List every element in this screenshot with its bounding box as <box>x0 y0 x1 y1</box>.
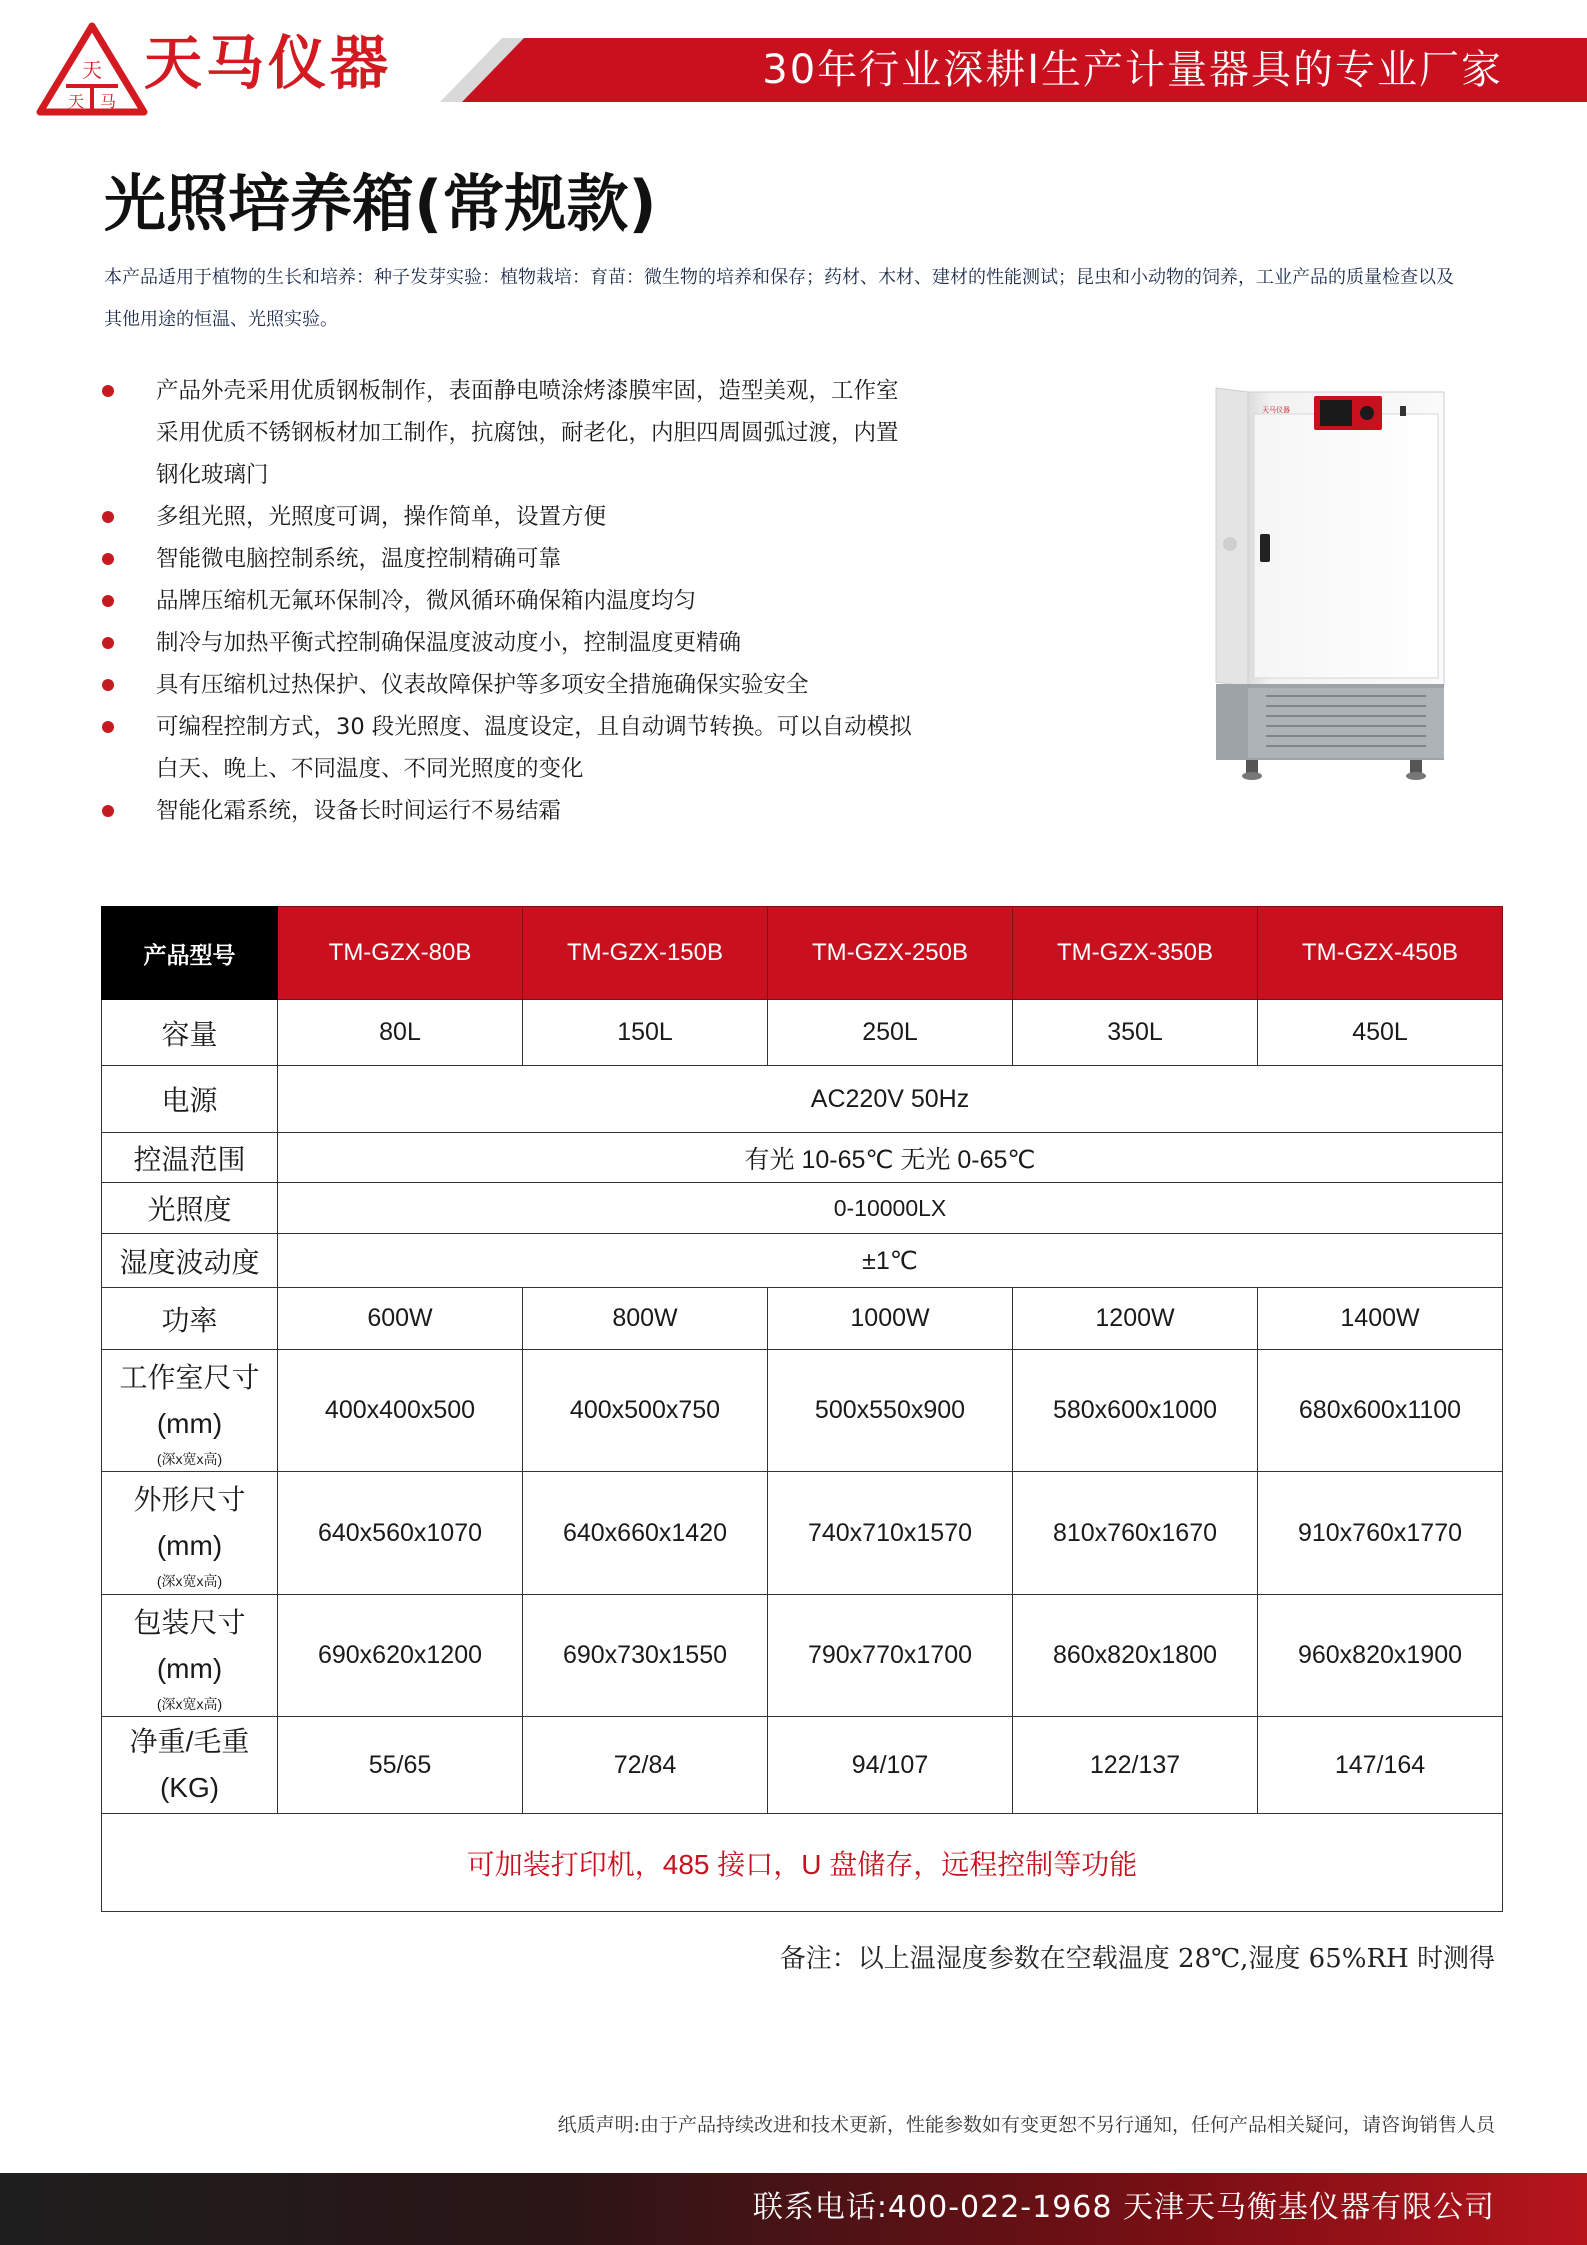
table-cell: 800W <box>523 1288 768 1350</box>
feature-text: 产品外壳采用优质钢板制作，表面静电喷涂烤漆膜牢固，造型美观，工作室采用优质不锈钢板材加工制作，抗腐蚀，耐老化，内胆四周圆弧过渡，内置钢化玻璃门 <box>156 378 899 488</box>
table-cell: 400x500x750 <box>523 1350 768 1472</box>
table-cell: 有光 10-65℃ 无光 0-65℃ <box>278 1133 1503 1183</box>
table-cell: 580x600x1000 <box>1013 1350 1258 1472</box>
table-cell: 910x760x1770 <box>1258 1472 1503 1595</box>
product-intro: 本产品适用于植物的生长和培养：种子发芽实验：植物栽培：育苗：微生物的培养和保存；药材、木材、建材的性能测试；昆虫和小动物的饲养，工业产品的质量检查以及其他用途的恒温、光照实验。 <box>104 267 1454 330</box>
table-row <box>102 1183 1503 1234</box>
table-cell: 500x550x900 <box>768 1350 1013 1472</box>
bullet-icon <box>102 805 114 817</box>
table-cell: 640x560x1070 <box>278 1472 523 1595</box>
row-label-title: 工作室尺寸 <box>119 1361 260 1393</box>
table-cell: 0-10000LX <box>278 1183 1503 1234</box>
table-cell: ±1℃ <box>278 1234 1503 1288</box>
table-cell: 147/164 <box>1258 1717 1503 1814</box>
table-cell: 150L <box>523 1000 768 1066</box>
feature-item <box>100 622 920 664</box>
table-row <box>102 1717 1503 1814</box>
table-cell: 790x770x1700 <box>768 1595 1013 1717</box>
table-cell: AC220V 50Hz <box>278 1066 1503 1133</box>
feature-item <box>100 496 920 538</box>
table-cell: 72/84 <box>523 1717 768 1814</box>
table-cell: 80L <box>278 1000 523 1066</box>
table-row <box>102 1350 1503 1472</box>
row-label-unit: (mm) <box>156 1530 223 1561</box>
test-conditions-remark: 备注：以上温湿度参数在空载温度 28℃,湿度 65%RH 时测得 <box>779 1944 1495 1974</box>
feature-item <box>100 538 920 580</box>
table-cell: 600W <box>278 1288 523 1350</box>
feature-text: 制冷与加热平衡式控制确保温度波动度小，控制温度更精确 <box>156 630 742 656</box>
feature-item <box>100 790 920 832</box>
row-label: 容量 <box>102 1000 278 1066</box>
brand-logo-icon <box>36 22 148 118</box>
feature-item <box>100 664 920 706</box>
table-header-row <box>102 907 1503 1000</box>
table-row <box>102 1234 1503 1288</box>
table-cell: 350L <box>1013 1000 1258 1066</box>
header-slogan: 30年行业深耕I生产计量器具的专业厂家 <box>762 47 1503 93</box>
brand-name: 天马仪器 <box>144 29 393 97</box>
options-note: 可加装打印机，485 接口，U 盘储存，远程控制等功能 <box>102 1814 1503 1912</box>
bullet-icon <box>102 595 114 607</box>
page-title: 光照培养箱(常规款) <box>104 167 657 240</box>
model-header-label: 产品型号 <box>102 907 278 1000</box>
table-cell: 690x730x1550 <box>523 1595 768 1717</box>
model-header-cell: TM-GZX-150B <box>523 907 768 1000</box>
incubator-product-image <box>1210 384 1450 794</box>
bullet-icon <box>102 553 114 565</box>
row-label-title: 包装尺寸 <box>133 1606 246 1638</box>
row-label-title: 净重/毛重 <box>129 1726 250 1757</box>
panel-brand-label: 天马仪器 <box>1262 406 1290 414</box>
bullet-icon <box>102 637 114 649</box>
row-label <box>102 1595 278 1717</box>
row-label: 控温范围 <box>102 1133 278 1183</box>
table-cell: 690x620x1200 <box>278 1595 523 1717</box>
row-label: 功率 <box>102 1288 278 1350</box>
model-header-cell: TM-GZX-250B <box>768 907 1013 1000</box>
table-row <box>102 1133 1503 1183</box>
feature-text: 品牌压缩机无氟环保制冷，微风循环确保箱内温度均匀 <box>156 588 697 614</box>
feature-text: 智能化霜系统，设备长时间运行不易结霜 <box>156 798 562 824</box>
bullet-icon <box>102 511 114 523</box>
table-cell: 55/65 <box>278 1717 523 1814</box>
table-cell: 860x820x1800 <box>1013 1595 1258 1717</box>
footer-contact: 联系电话:400-022-1968 天津天马衡基仪器有限公司 <box>752 2190 1495 2225</box>
spec-table <box>101 906 1503 1912</box>
table-cell: 400x400x500 <box>278 1350 523 1472</box>
page-header <box>0 0 1587 118</box>
table-cell: 1200W <box>1013 1288 1258 1350</box>
feature-text: 可编程控制方式，30 段光照度、温度设定，且自动调节转换。可以自动模拟白天、晚上、不同温度、不同光照度的变化 <box>156 714 912 782</box>
row-label <box>102 1717 278 1814</box>
row-label <box>102 1472 278 1595</box>
model-header-cell: TM-GZX-350B <box>1013 907 1258 1000</box>
table-row <box>102 1000 1503 1066</box>
row-label-unit: (KG) <box>159 1772 220 1803</box>
feature-text: 具有压缩机过热保护、仪表故障保护等多项安全措施确保实验安全 <box>156 672 809 698</box>
table-row <box>102 1288 1503 1350</box>
model-header-cell: TM-GZX-450B <box>1258 907 1503 1000</box>
table-cell: 1400W <box>1258 1288 1503 1350</box>
bullet-icon <box>102 721 114 733</box>
table-cell: 640x660x1420 <box>523 1472 768 1595</box>
table-cell: 122/137 <box>1013 1717 1258 1814</box>
feature-item <box>100 706 920 790</box>
table-cell: 960x820x1900 <box>1258 1595 1503 1717</box>
table-cell: 680x600x1100 <box>1258 1350 1503 1472</box>
disclaimer: 纸质声明:由于产品持续改进和技术更新，性能参数如有变更恕不另行通知，任何产品相关疑问，请咨询销售人员 <box>557 2114 1495 2136</box>
bullet-icon <box>102 679 114 691</box>
row-label-note: (深x宽x高) <box>156 1573 223 1589</box>
feature-item <box>100 580 920 622</box>
row-label-note: (深x宽x高) <box>156 1450 223 1467</box>
row-label-unit: (mm) <box>156 1407 223 1439</box>
table-cell: 94/107 <box>768 1717 1013 1814</box>
feature-text: 多组光照，光照度可调，操作简单，设置方便 <box>156 504 607 530</box>
table-row <box>102 1814 1503 1912</box>
row-label-note: (深x宽x高) <box>156 1695 223 1712</box>
row-label: 湿度波动度 <box>102 1234 278 1288</box>
logo-char-right: 马 <box>99 92 117 111</box>
logo-char-top: 天 <box>82 58 102 82</box>
model-header-cell: TM-GZX-80B <box>278 907 523 1000</box>
feature-item <box>100 370 920 496</box>
table-cell: 250L <box>768 1000 1013 1066</box>
row-label-title: 外形尺寸 <box>133 1484 246 1515</box>
table-cell: 1000W <box>768 1288 1013 1350</box>
table-cell: 810x760x1670 <box>1013 1472 1258 1595</box>
bullet-icon <box>102 385 114 397</box>
feature-list <box>100 370 920 832</box>
table-cell: 450L <box>1258 1000 1503 1066</box>
row-label <box>102 1350 278 1472</box>
logo-char-left: 天 <box>67 92 85 111</box>
feature-text: 智能微电脑控制系统，温度控制精确可靠 <box>156 546 562 572</box>
row-label: 电源 <box>102 1066 278 1133</box>
table-row <box>102 1595 1503 1717</box>
table-row <box>102 1066 1503 1133</box>
row-label: 光照度 <box>102 1183 278 1234</box>
row-label-unit: (mm) <box>156 1652 223 1684</box>
table-row <box>102 1472 1503 1595</box>
table-cell: 740x710x1570 <box>768 1472 1013 1595</box>
